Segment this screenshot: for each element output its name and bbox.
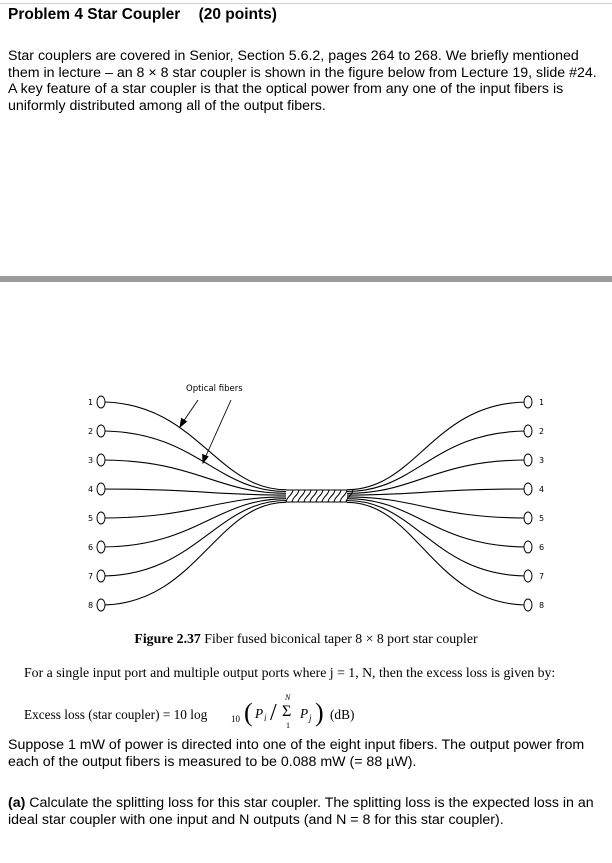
figure-caption-text: Fiber fused biconical taper 8 × 8 port star coupler: [204, 631, 478, 646]
output-fiber-end: [524, 454, 532, 466]
input-fiber: [101, 497, 286, 518]
optical-fibers-label: Optical fibers: [186, 384, 243, 394]
input-fiber-end: [97, 599, 105, 611]
output-fiber-end: [524, 599, 532, 611]
output-fiber-end: [524, 483, 532, 495]
input-port-number: 3: [88, 456, 94, 465]
input-fiber-end: [97, 483, 105, 495]
top-rule: [0, 3, 612, 4]
formula-pj-sub: j: [309, 713, 312, 723]
input-port-number: 7: [88, 572, 94, 581]
fiber-bundle: [101, 402, 528, 605]
formula-log-base: 10: [231, 714, 240, 724]
twist-strand: [298, 490, 305, 502]
input-fiber-end: [97, 570, 105, 582]
input-port-number: 4: [88, 485, 94, 494]
output-fiber: [347, 501, 528, 577]
twist-strand: [304, 490, 311, 502]
twist-strand: [310, 490, 317, 502]
output-port-number: 2: [539, 427, 545, 436]
output-fiber: [347, 402, 528, 490]
output-fiber: [347, 497, 528, 518]
formula-unit: (dB): [330, 707, 355, 722]
input-port-labels: [88, 398, 93, 610]
input-fiber-end: [97, 512, 105, 524]
part-a-label: (a): [8, 795, 26, 811]
page-divider: [0, 276, 612, 282]
output-port-number: 4: [539, 485, 545, 494]
output-port-labels: [539, 398, 544, 610]
excess-loss-formula: [24, 693, 444, 731]
output-fiber: [347, 499, 528, 547]
input-port-number: 8: [88, 601, 94, 610]
output-fiber-end: [524, 512, 532, 524]
output-fiber-end: [524, 396, 532, 408]
supposition-paragraph: Suppose 1 mW of power is directed into one of the eight input fibers. The output power from each of the output fibers is measured to be 0.088 mW (= 88 µW).: [8, 737, 585, 770]
formula-slash: /: [270, 700, 277, 726]
formula-sum-top: N: [285, 693, 291, 702]
input-fiber: [101, 402, 286, 490]
formula-lhs: Excess loss (star coupler) = 10 log: [24, 707, 208, 722]
output-fiber-end: [524, 541, 532, 553]
input-fiber-end: [97, 396, 105, 408]
optical-fibers-arrows: [180, 400, 231, 463]
twist-strand: [328, 490, 335, 502]
input-fiber: [101, 489, 286, 495]
output-port-number: 5: [539, 514, 545, 523]
fiber-end-circles: [97, 396, 532, 611]
output-port-number: 3: [539, 456, 545, 465]
output-port-number: 1: [539, 398, 545, 407]
part-a-text: Calculate the splitting loss for this star coupler. The splitting loss is the expected loss in an ideal star coupler with one input and N outputs (and N = 8 for this star coupler).: [8, 795, 594, 828]
input-port-number: 2: [88, 427, 94, 436]
part-a-question: [8, 795, 608, 828]
fused-taper-twist: [286, 490, 353, 502]
formula-left-paren: (: [244, 698, 253, 727]
figure-caption: [0, 631, 612, 647]
input-port-number: 1: [88, 398, 94, 407]
problem-title: [8, 6, 277, 24]
figure-number: Figure 2.37: [134, 631, 201, 646]
twist-strand: [316, 490, 323, 502]
input-fiber: [101, 501, 286, 577]
twist-strand: [286, 490, 293, 502]
output-fiber: [347, 489, 528, 495]
formula-pj: P: [300, 706, 309, 721]
problem-points: (20 points): [198, 6, 277, 23]
twist-strand: [292, 490, 299, 502]
star-coupler-drawing: [0, 378, 612, 618]
output-fiber-end: [524, 425, 532, 437]
star-coupler-figure: [0, 378, 612, 618]
formula-sum-symbol: Σ: [282, 703, 292, 720]
problem-name: Star Coupler: [87, 6, 181, 23]
twist-strand: [340, 490, 347, 502]
formula-pi: P: [255, 706, 264, 721]
formula-sum-bottom: 1: [286, 721, 290, 730]
input-port-number: 5: [88, 514, 94, 523]
input-fiber-end: [97, 454, 105, 466]
twist-strand: [334, 490, 341, 502]
intro-paragraph: Star couplers are covered in Senior, Section 5.6.2, pages 264 to 268. We briefly mentioned them in lecture – an 8 × 8 star coupler is shown in the figure below from Lecture 19, slide #24. A key feature of a star coupler is that the optical power from any one of the input fibers is uniformly distributed among all of the output fibers.: [8, 48, 597, 114]
output-port-number: 7: [539, 572, 545, 581]
output-port-number: 6: [539, 543, 545, 552]
output-port-number: 8: [539, 601, 545, 610]
input-port-number: 6: [88, 543, 94, 552]
formula-right-paren: ): [315, 698, 324, 727]
twist-strand: [322, 490, 329, 502]
formula-pi-sub: i: [264, 713, 267, 723]
input-fiber-end: [97, 425, 105, 437]
output-fiber-end: [524, 570, 532, 582]
input-fiber-end: [97, 541, 105, 553]
problem-label: Problem 4: [8, 6, 83, 23]
input-fiber: [101, 499, 286, 547]
excess-loss-intro: For a single input port and multiple output ports where j = 1, N, then the excess loss is given by:: [24, 665, 556, 680]
